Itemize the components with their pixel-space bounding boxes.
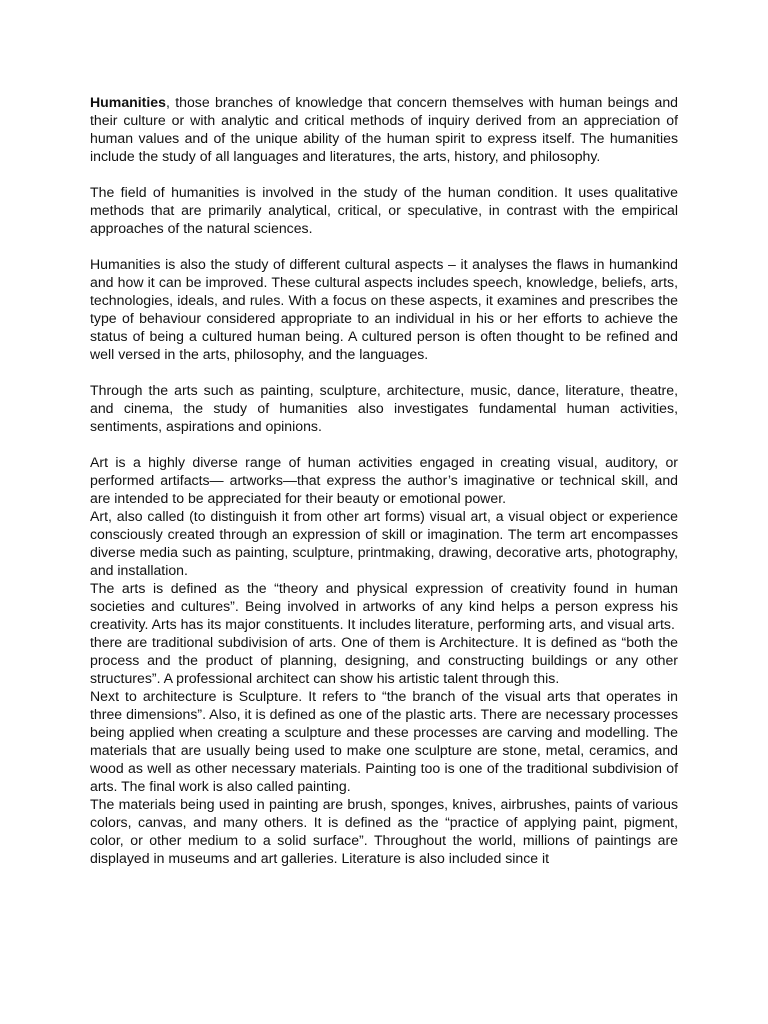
paragraph-architecture: there are traditional subdivision of arts. One of them is Architecture. It is defined as “both the process and the product of planning, designing, and constructing buildings or any other structures”. A professional architect can show his artistic talent through this.: [90, 634, 678, 686]
paragraph-field-of-humanities: The field of humanities is involved in the study of the human condition. It uses qualitative methods that are primarily analytical, critical, or speculative, in contrast with the empirical approaches of the natural sciences.: [90, 184, 678, 236]
paragraph-cultural-aspects: Humanities is also the study of different cultural aspects – it analyses the flaws in humankind and how it can be improved. These cultural aspects includes speech, knowledge, beliefs, arts, technologies, ideals, and rules. With a focus on these aspects, it examines and prescribes the type of behaviour considered appropriate to an individual in his or her efforts to achieve the status of being a cultured human being. A cultured person is often thought to be refined and well versed in the arts, philosophy, and the languages.: [90, 256, 678, 362]
paragraph-visual-art: Art, also called (to distinguish it from other art forms) visual art, a visual object or experience consciously created through an expression of skill or imagination. The term art encompasses diverse media such as painting, sculpture, printmaking, drawing, decorative arts, photography, and installation.: [90, 508, 678, 578]
paragraph-through-the-arts: Through the arts such as painting, sculpture, architecture, music, dance, literature, theatre, and cinema, the study of humanities also investigates fundamental human activities, sentiments, aspirations and opinions.: [90, 382, 678, 434]
paragraph-arts-defined: The arts is defined as the “theory and physical expression of creativity found in human societies and cultures”. Being involved in artworks of any kind helps a person express his creativity. Arts has its major constituents. It includes literature, performing arts, and visual arts.: [90, 580, 678, 632]
paragraph-text: , those branches of knowledge that concern themselves with human beings and their culture or with analytic and critical methods of inquiry derived from an appreciation of human values and of the unique ability of the human spirit to express itself. The humanities include the study of all languages and literatures, the arts, history, and philosophy.: [90, 94, 678, 164]
paragraph-painting-materials: The materials being used in painting are brush, sponges, knives, airbrushes, paints of various colors, canvas, and many others. It is defined as the “practice of applying paint, pigment, color, or other medium to a solid surface”. Throughout the world, millions of paintings are displayed in museums and art galleries. Literature is also included since it: [90, 796, 678, 866]
paragraph-sculpture: Next to architecture is Sculpture. It refers to “the branch of the visual arts that operates in three dimensions”. Also, it is defined as one of the plastic arts. There are necessary processes being applied when creating a sculpture and these processes are carving and modelling. The materials that are usually being used to make one sculpture are stone, metal, ceramics, and wood as well as other necessary materials. Painting too is one of the traditional subdivision of arts. The final work is also called painting.: [90, 688, 678, 794]
paragraph-humanities-definition: [90, 93, 678, 165]
term-humanities: Humanities: [90, 94, 166, 110]
document-page: [90, 93, 678, 867]
paragraph-art-definition: Art is a highly diverse range of human activities engaged in creating visual, auditory, or performed artifacts— artworks—that express the author’s imaginative or technical skill, and are intended to be appreciated for their beauty or emotional power.: [90, 454, 678, 506]
